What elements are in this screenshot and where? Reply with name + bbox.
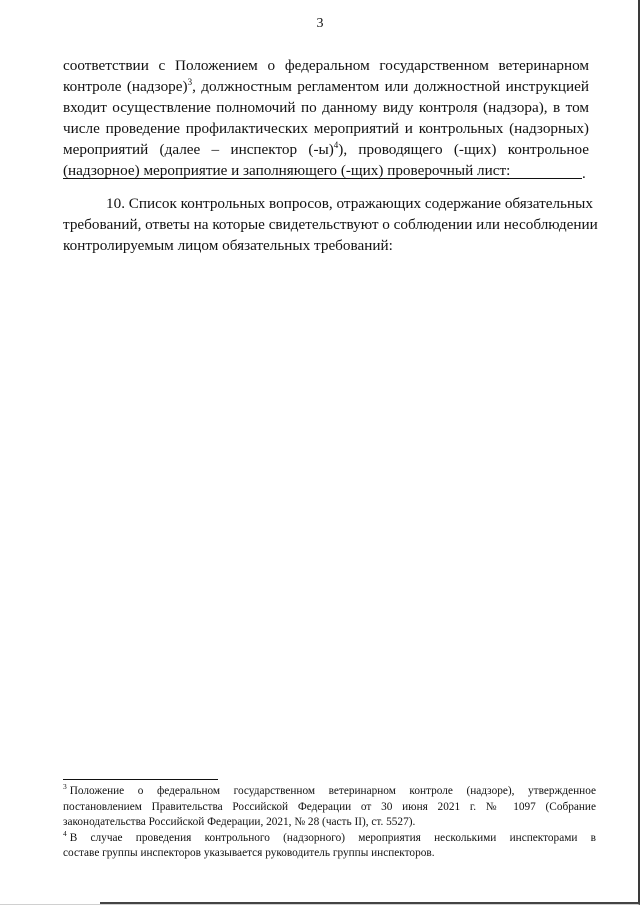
paragraph-text: контроле (надзоре): [63, 78, 188, 95]
fill-in-blank-line: [63, 178, 582, 179]
footnote-text: Положение о федеральном государственном ветеринарном контроле (надзоре), утвержденное: [69, 785, 596, 797]
footnote-ref-3: 3: [187, 76, 193, 87]
footnote-ref-4: 4: [333, 139, 339, 150]
paragraph-continuation: [63, 55, 589, 181]
footnote-mark: 3: [63, 782, 67, 792]
footnote-3-line: постановлением Правительства Российской Федерации от 30 июня 2021 г. № 1097 (Собрание: [63, 800, 596, 813]
paragraph-line: требований, ответы на которые свидетельствуют о соблюдении или несоблюдении: [63, 216, 598, 233]
footnote-separator: [63, 779, 218, 780]
paragraph-line: числе проведение профилактических мероприятий и контрольных (надзорных): [63, 120, 589, 137]
item-10-paragraph: [63, 193, 598, 256]
paragraph-text: мероприятий (далее – инспектор (-ы): [63, 141, 334, 158]
paragraph-text: ), проводящего (-щих) контрольное: [338, 141, 590, 158]
footnote-text: В случае проведения контрольного (надзорного) мероприятия несколькими инспекторами в: [69, 831, 596, 844]
paragraph-text: , должностным регламентом или должностной инструкцией: [192, 78, 589, 95]
paragraph-line: 10. Список контрольных вопросов, отражающих содержание обязательных: [106, 195, 593, 212]
footnote-3-line: законодательства Российской Федерации, 2021, № 28 (часть II), ст. 5527).: [63, 816, 416, 828]
footnote-mark: 4: [63, 828, 67, 838]
paragraph-line: [63, 76, 589, 97]
page-number: 3: [316, 16, 324, 31]
footnote-3-line: [63, 784, 596, 800]
paragraph-line: входит осуществление полномочий по данному виду контроля (надзора), в том: [63, 99, 589, 116]
footnote-4-line: [63, 828, 596, 847]
footnotes: [63, 784, 596, 862]
paragraph-line: (надзорное) мероприятие и заполняющего (-щих) проверочный лист:: [63, 162, 511, 179]
paragraph-line: контролируемым лицом обязательных требований:: [63, 237, 393, 254]
paragraph-line: соответствии с Положением о федеральном государственном ветеринарном: [63, 57, 589, 74]
scan-bottom-edge: [100, 902, 640, 904]
fill-in-period: .: [582, 166, 586, 182]
paragraph-line: [63, 139, 589, 160]
footnote-4-line: составе группы инспекторов указывается руководитель группы инспекторов.: [63, 847, 435, 859]
